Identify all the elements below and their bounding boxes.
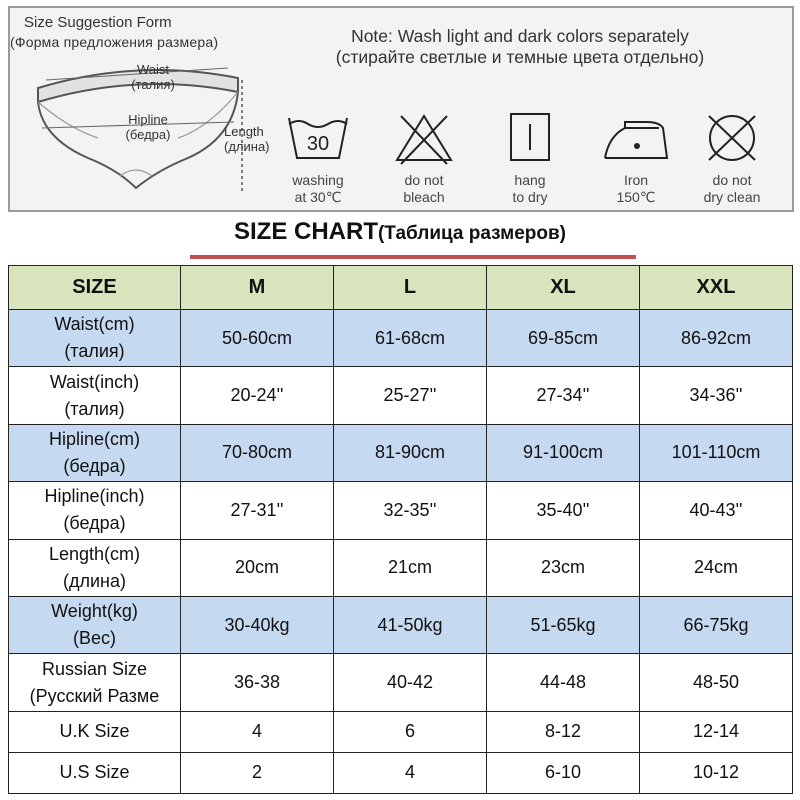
care-label-iron — [586, 172, 686, 206]
table-cell: 12-14 — [640, 711, 793, 752]
length-label-ru: (длина) — [224, 139, 270, 154]
row-label — [9, 310, 181, 367]
wash-30-icon — [283, 108, 353, 168]
table-cell: 36-38 — [181, 654, 334, 711]
table-cell: 4 — [334, 752, 487, 793]
table-cell: 34-36'' — [640, 367, 793, 424]
table-header-row — [9, 266, 793, 310]
no-bleach-icon — [389, 108, 459, 168]
table-cell: 61-68cm — [334, 310, 487, 367]
row-label-ru: (длина) — [63, 570, 126, 591]
hang-dry-icon — [495, 108, 565, 168]
row-label-ru: (талия) — [64, 398, 125, 419]
table-cell: 2 — [181, 752, 334, 793]
size-suggestion-panel — [8, 6, 794, 212]
row-label-en: Length(cm) — [48, 543, 141, 564]
row-label-ru: (Вес) — [72, 628, 116, 649]
row-label-ru: (бедра) — [63, 513, 126, 534]
table-row — [9, 539, 793, 596]
row-label — [9, 654, 181, 711]
row-label-en: Hipline(cm) — [48, 428, 140, 449]
table-row — [9, 367, 793, 424]
table-cell: 48-50 — [640, 654, 793, 711]
table-cell: 10-12 — [640, 752, 793, 793]
no-dry-clean-icon — [697, 108, 767, 168]
care-label-wash — [268, 172, 368, 206]
wash-temp-number: 30 — [306, 133, 330, 155]
table-cell: 21cm — [334, 539, 487, 596]
waist-label-ru: (талия) — [131, 77, 175, 92]
table-cell: 69-85cm — [487, 310, 640, 367]
header-size: SIZE — [9, 266, 181, 310]
care-label-bleach-1: do not — [404, 172, 444, 188]
table-row — [9, 752, 793, 793]
table-cell: 20cm — [181, 539, 334, 596]
care-symbol-dry-clean — [682, 108, 782, 208]
table-row — [9, 310, 793, 367]
care-label-wash-2: at 30℃ — [294, 189, 342, 205]
header-xxl: XXL — [640, 266, 793, 310]
table-cell: 50-60cm — [181, 310, 334, 367]
table-cell: 91-100cm — [487, 424, 640, 481]
care-label-dry-clean-2: dry clean — [703, 189, 761, 205]
row-label-ru: (бедра) — [63, 455, 126, 476]
wash-note — [300, 26, 740, 68]
header-xl: XL — [487, 266, 640, 310]
table-cell: 20-24'' — [181, 367, 334, 424]
table-cell: 32-35'' — [334, 482, 487, 539]
row-label-en: Waist(inch) — [49, 371, 140, 392]
hipline-label — [98, 112, 198, 142]
care-label-dry-clean — [682, 172, 782, 206]
form-title: Size Suggestion Form — [24, 14, 172, 31]
table-cell: 8-12 — [487, 711, 640, 752]
table-cell: 40-42 — [334, 654, 487, 711]
size-chart-title: SIZE CHART — [233, 218, 378, 245]
table-row — [9, 596, 793, 653]
care-label-bleach-2: bleach — [403, 189, 445, 205]
table-cell: 24cm — [640, 539, 793, 596]
iron-icon — [601, 108, 671, 168]
form-subtitle: (Форма предложения размера) — [10, 34, 219, 50]
care-label-iron-2: 150℃ — [616, 189, 656, 205]
header-l: L — [334, 266, 487, 310]
care-label-iron-1: Iron — [623, 172, 649, 188]
table-cell: 66-75kg — [640, 596, 793, 653]
row-label: U.S Size — [9, 752, 181, 793]
underwear-diagram — [28, 58, 288, 208]
table-cell: 40-43'' — [640, 482, 793, 539]
table-cell: 30-40kg — [181, 596, 334, 653]
hipline-label-en: Hipline — [128, 112, 168, 127]
care-symbol-bleach — [374, 108, 474, 208]
wash-note-en: Note: Wash light and dark colors separately — [351, 26, 689, 46]
care-symbol-hang — [480, 108, 580, 208]
table-cell: 25-27'' — [334, 367, 487, 424]
table-cell: 4 — [181, 711, 334, 752]
table-cell: 23cm — [487, 539, 640, 596]
care-label-hang-1: hang — [514, 172, 546, 188]
hipline-label-ru: (бедра) — [125, 127, 171, 142]
row-label — [9, 596, 181, 653]
heading-underline — [190, 255, 636, 259]
row-label — [9, 367, 181, 424]
table-row — [9, 424, 793, 481]
table-cell: 101-110cm — [640, 424, 793, 481]
row-label — [9, 539, 181, 596]
table-cell: 35-40'' — [487, 482, 640, 539]
table-cell: 81-90cm — [334, 424, 487, 481]
row-label — [9, 482, 181, 539]
header-m: M — [181, 266, 334, 310]
care-label-hang — [480, 172, 580, 206]
wash-note-ru: (стирайте светлые и темные цвета отдельно) — [335, 47, 705, 67]
care-symbol-iron — [586, 108, 686, 208]
table-row — [9, 654, 793, 711]
size-chart-subtitle: (Таблица размеров) — [377, 223, 566, 244]
waist-label-en: Waist — [136, 62, 170, 77]
table-cell: 41-50kg — [334, 596, 487, 653]
care-symbol-wash — [268, 108, 368, 208]
row-label-ru: (Русский Разме — [29, 685, 160, 706]
table-cell: 51-65kg — [487, 596, 640, 653]
size-chart-heading — [0, 218, 800, 246]
table-row — [9, 482, 793, 539]
care-label-wash-1: washing — [292, 172, 344, 188]
size-table — [8, 265, 793, 794]
length-label-en: Length — [224, 124, 264, 139]
table-cell: 44-48 — [487, 654, 640, 711]
care-label-bleach — [374, 172, 474, 206]
row-label-en: Russian Size — [41, 658, 148, 679]
table-cell: 27-31'' — [181, 482, 334, 539]
table-cell: 6-10 — [487, 752, 640, 793]
table-cell: 86-92cm — [640, 310, 793, 367]
waist-label — [108, 62, 198, 92]
row-label — [9, 424, 181, 481]
row-label-en: Weight(kg) — [51, 601, 138, 622]
row-label-en: Hipline(inch) — [44, 486, 145, 507]
care-label-hang-2: to dry — [512, 189, 548, 205]
care-label-dry-clean-1: do not — [712, 172, 752, 188]
row-label-en: Waist(cm) — [54, 314, 135, 335]
table-cell: 6 — [334, 711, 487, 752]
table-cell: 27-34'' — [487, 367, 640, 424]
row-label: U.K Size — [9, 711, 181, 752]
table-cell: 70-80cm — [181, 424, 334, 481]
row-label-ru: (талия) — [64, 341, 125, 362]
table-row — [9, 711, 793, 752]
